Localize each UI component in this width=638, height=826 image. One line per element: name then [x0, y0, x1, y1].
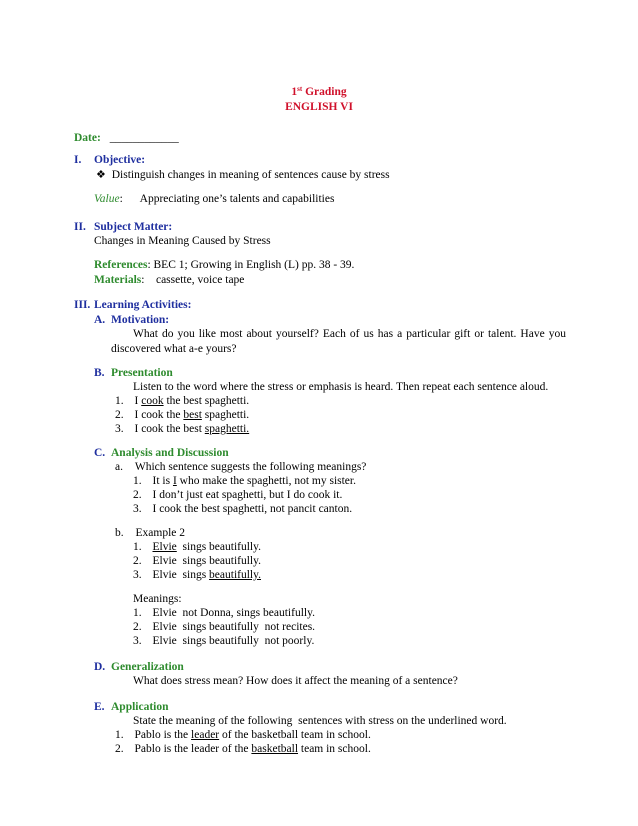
- subject-title: ENGLISH VI: [285, 101, 353, 113]
- item-number: 2.: [133, 555, 142, 567]
- item-text: Elvie sings: [152, 569, 210, 581]
- grading-title: [0, 82, 638, 99]
- sub-letter: b.: [115, 527, 124, 539]
- item-text: Pablo is the: [134, 729, 192, 741]
- item-text: I: [134, 395, 142, 407]
- analysis-letter: C.: [94, 447, 106, 459]
- analysis-a-item: [133, 488, 342, 502]
- analysis-heading: Analysis and Discussion: [111, 447, 229, 459]
- activities-number: III.: [74, 299, 91, 311]
- item-text: Pablo is the leader of the: [134, 743, 252, 755]
- diamond-bullet-icon: ❖: [96, 169, 106, 181]
- item-text: Elvie sings beautifully not recites.: [152, 621, 316, 633]
- generalization-text: What does stress mean? How does it affect the meaning of a sentence?: [133, 675, 458, 687]
- stressed-word: beautifully.: [209, 569, 261, 581]
- generalization-letter: D.: [94, 661, 106, 673]
- presentation-item: [115, 422, 249, 436]
- presentation-heading: Presentation: [111, 367, 173, 379]
- analysis-b-item: [133, 568, 261, 582]
- item-text: Elvie sings beautifully not poorly.: [152, 635, 315, 647]
- item-number: 3.: [133, 503, 142, 515]
- item-number: 2.: [115, 743, 124, 755]
- item-text: team in school.: [298, 743, 371, 755]
- stressed-word: spaghetti.: [204, 423, 250, 435]
- subject-matter-number: II.: [74, 221, 86, 233]
- motivation-text: What do you like most about yourself? Each of us has a particular gift or talent. Have you discovered what a-e yours?: [111, 328, 566, 355]
- date-line: [74, 131, 179, 145]
- analysis-a-text: Which sentence suggests the following meanings?: [134, 461, 367, 473]
- item-number: 1.: [115, 729, 124, 741]
- value-text: Appreciating one’s talents and capabilities: [139, 193, 335, 205]
- materials-label: Materials: [94, 274, 142, 286]
- presentation-text: Listen to the word where the stress or emphasis is heard. Then repeat each sentence aloud.: [133, 381, 549, 393]
- generalization-heading: Generalization: [111, 661, 184, 673]
- motivation-letter: A.: [94, 314, 106, 326]
- references-text: : BEC 1; Growing in English (L) pp. 38 - 39.: [147, 259, 355, 271]
- subject-matter-heading: Subject Matter:: [94, 221, 173, 233]
- item-text: sings beautifully.: [176, 541, 261, 553]
- item-text: Elvie not Donna, sings beautifully.: [152, 607, 315, 619]
- item-text: I cook the best spaghetti, not pancit canton.: [152, 503, 353, 515]
- presentation-item: [115, 394, 249, 408]
- activities-heading: Learning Activities:: [94, 299, 192, 311]
- stressed-word: basketball: [251, 743, 299, 755]
- item-number: 3.: [115, 423, 124, 435]
- item-number: 2.: [115, 409, 124, 421]
- analysis-a-item: [133, 502, 352, 516]
- item-text: the best spaghetti.: [163, 395, 250, 407]
- grading-superscript: st: [297, 85, 303, 93]
- references-line: [94, 258, 354, 272]
- stressed-word: best: [183, 409, 202, 421]
- item-text: It is: [152, 475, 173, 487]
- meaning-item: [133, 634, 314, 648]
- analysis-b-text: Example 2: [135, 527, 185, 539]
- item-number: 1.: [115, 395, 124, 407]
- application-text: State the meaning of the following sentences with stress on the underlined word.: [133, 715, 507, 727]
- item-text: of the basketball team in school.: [219, 729, 371, 741]
- item-number: 1.: [133, 541, 142, 553]
- value-line: [94, 192, 334, 206]
- objective-number: I.: [74, 154, 82, 166]
- item-text: I cook the: [134, 409, 184, 421]
- item-number: 2.: [133, 621, 142, 633]
- analysis-b-line: [115, 526, 185, 540]
- presentation-letter: B.: [94, 367, 105, 379]
- presentation-item: [115, 408, 249, 422]
- analysis-a-line: [115, 460, 366, 474]
- item-number: 1.: [133, 607, 142, 619]
- application-letter: E.: [94, 701, 105, 713]
- materials-text: : cassette, voice tape: [141, 274, 245, 286]
- motivation-heading: Motivation:: [111, 314, 170, 326]
- stressed-word: sings: [182, 555, 207, 567]
- item-text: I cook the best: [134, 423, 205, 435]
- materials-line: [94, 273, 244, 287]
- item-number: 2.: [133, 489, 142, 501]
- item-text: I don’t just eat spaghetti, but I do cook it.: [152, 489, 343, 501]
- item-text: who make the spaghetti, not my sister.: [176, 475, 356, 487]
- objective-text: Distinguish changes in meaning of sentences cause by stress: [111, 169, 390, 181]
- application-heading: Application: [111, 701, 169, 713]
- item-number: 3.: [133, 569, 142, 581]
- meanings-label: Meanings:: [133, 593, 182, 605]
- references-label: References: [94, 259, 148, 271]
- item-text: Elvie: [152, 555, 183, 567]
- stressed-word: Elvie: [152, 541, 177, 553]
- date-label: Date:: [74, 132, 101, 144]
- stressed-word: I: [172, 475, 177, 487]
- sub-letter: a.: [115, 461, 123, 473]
- objective-heading: Objective:: [94, 154, 146, 166]
- meaning-item: [133, 620, 315, 634]
- objective-item: [96, 168, 390, 182]
- item-text: spaghetti.: [201, 409, 250, 421]
- item-number: 3.: [133, 635, 142, 647]
- analysis-a-item: [133, 474, 356, 488]
- date-blank: ____________: [109, 132, 179, 144]
- item-number: 1.: [133, 475, 142, 487]
- meaning-item: [133, 606, 315, 620]
- application-item: [115, 742, 371, 756]
- item-text: beautifully.: [206, 555, 262, 567]
- stressed-word: leader: [191, 729, 220, 741]
- analysis-b-item: [133, 554, 261, 568]
- stressed-word: cook: [141, 395, 164, 407]
- subject-matter-text: Changes in Meaning Caused by Stress: [94, 235, 271, 247]
- application-item: [115, 728, 371, 742]
- grading-number: 1: [291, 86, 298, 98]
- analysis-b-item: [133, 540, 261, 554]
- grading-word: Grading: [305, 86, 347, 98]
- value-label: Value: [94, 193, 120, 205]
- value-colon: :: [119, 193, 123, 205]
